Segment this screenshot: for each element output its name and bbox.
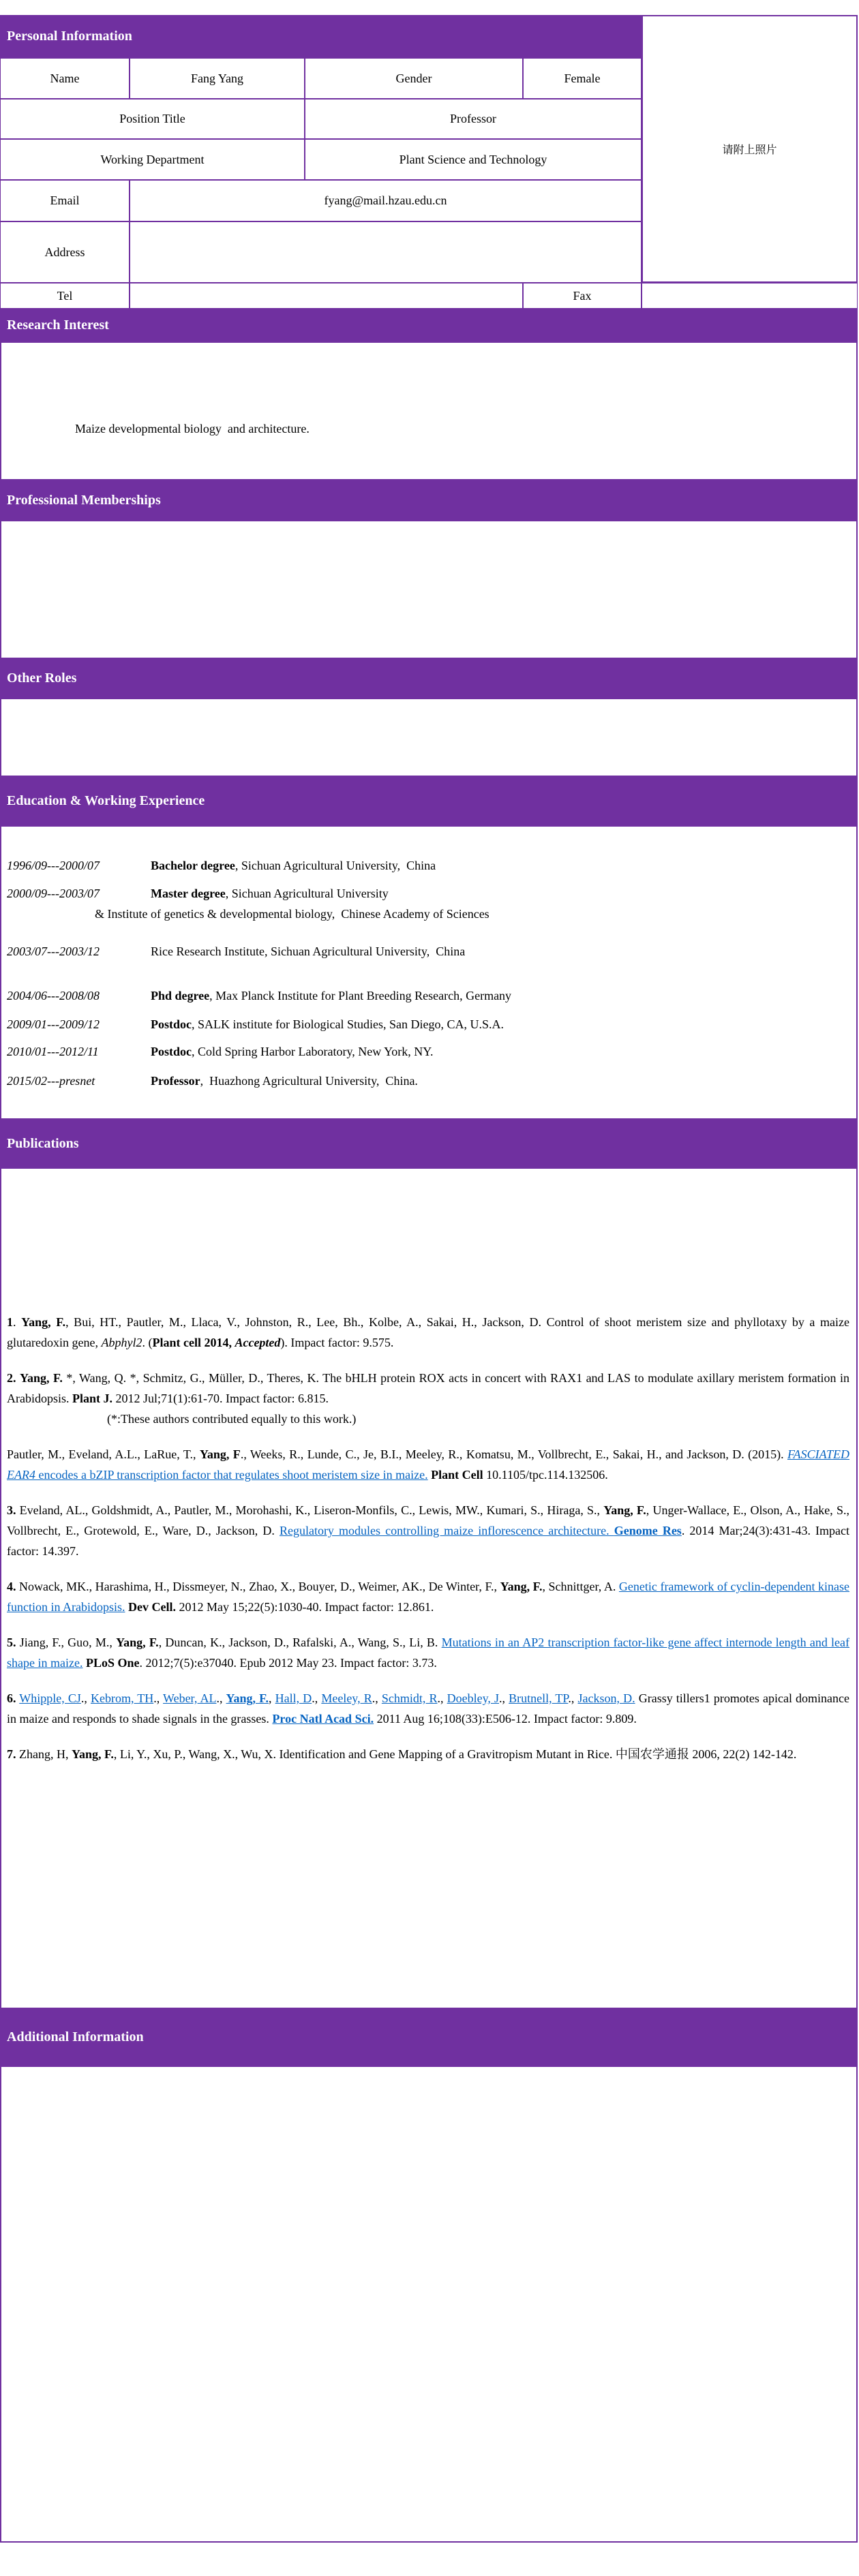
text-segment: Postdoc	[151, 1045, 192, 1058]
publication-link[interactable]: Meeley, R	[321, 1691, 372, 1705]
education-entry	[7, 883, 849, 924]
text-segment: 2012 Jul;71(1):61-70. Impact factor: 6.815.	[112, 1392, 329, 1405]
position-title-value: Professor	[305, 99, 642, 139]
text-segment: . 2012;7(5):e37040. Epub 2012 May 23. Impact factor: 3.73.	[139, 1656, 437, 1670]
text-segment: , Max Planck Institute for Plant Breeding Research, Germany	[209, 989, 512, 1002]
publication-link[interactable]: Genetic framework of cyclin-dependent kinase function in Arabidopsis.	[7, 1580, 849, 1614]
text-segment: 2.	[7, 1371, 16, 1385]
publication-item	[7, 1368, 849, 1429]
text-segment: 6.	[7, 1691, 16, 1705]
text-segment: 5.	[7, 1636, 16, 1649]
text-segment: 7.	[7, 1747, 16, 1761]
text-segment: Yang, F.	[500, 1580, 543, 1593]
education-entry	[7, 1071, 849, 1091]
text-segment: Abphyl2	[101, 1336, 142, 1349]
education-entry	[7, 985, 849, 1006]
text-segment: , SALK institute for Biological Studies, San Diego, CA, U.S.A.	[192, 1017, 504, 1031]
publication-link[interactable]: Brutnell, TP	[509, 1691, 569, 1705]
education-period: 2015/02---presnet	[7, 1074, 95, 1088]
tel-value	[130, 283, 523, 309]
text-segment: Rice Research Institute, Sichuan Agricultural University, China	[151, 945, 466, 958]
top-margin	[0, 0, 859, 15]
section-header-additional-information: Additional Information	[0, 2009, 858, 2066]
text-segment: .,	[312, 1691, 322, 1705]
personal-info-table	[0, 58, 642, 283]
publication-text	[7, 1500, 849, 1561]
professional-memberships-box	[0, 520, 858, 659]
publication-text	[7, 1688, 849, 1729]
text-segment: 10.1105/tpc.114.132506.	[483, 1468, 608, 1482]
bottom-margin	[0, 2543, 859, 2573]
publication-link[interactable]: FASCIATED EAR4	[7, 1447, 850, 1482]
education-description	[151, 1014, 504, 1034]
publication-link[interactable]: encodes a bZIP transcription factor that regulates shoot meristem size in maize.	[35, 1468, 428, 1482]
text-segment: Pautler, M., Eveland, A.L., LaRue, T.,	[7, 1447, 200, 1461]
education-entry	[7, 855, 849, 876]
education-description	[151, 941, 465, 962]
text-segment: , Cold Spring Harbor Laboratory, New York, NY.	[192, 1045, 434, 1058]
text-segment: .,	[80, 1691, 91, 1705]
section-header-other-roles: Other Roles	[0, 659, 858, 698]
text-segment: .,	[568, 1691, 578, 1705]
text-segment: Plant Cell	[431, 1468, 483, 1482]
table-row-position	[0, 99, 642, 139]
text-segment: Dev Cell.	[128, 1600, 176, 1614]
name-value: Fang Yang	[130, 58, 305, 99]
text-segment: Jiang, F., Guo, M.,	[16, 1636, 117, 1649]
publication-text	[7, 1576, 849, 1617]
personal-information-section	[0, 15, 859, 309]
education-description	[151, 1071, 418, 1091]
text-segment: 3.	[7, 1503, 16, 1517]
fax-label: Fax	[523, 283, 642, 309]
education-entry	[7, 1041, 849, 1062]
text-segment: Postdoc	[151, 1017, 192, 1031]
text-segment: Professor	[151, 1074, 200, 1088]
education-description	[151, 883, 389, 904]
research-interest-box	[0, 341, 858, 480]
publication-text	[7, 1312, 849, 1353]
text-segment: Grassy tillers1 promotes apical dominance in maize and responds to shade signals in the grasses.	[7, 1691, 850, 1726]
section-header-professional-memberships: Professional Memberships	[0, 480, 858, 520]
section-header-publications: Publications	[0, 1120, 858, 1167]
education-description-continued: & Institute of genetics & developmental biology, Chinese Academy of Sciences	[95, 907, 489, 921]
section-header-personal-information: Personal Information	[0, 15, 642, 58]
publication-note: (*:These authors contributed equally to this work.)	[107, 1412, 357, 1426]
education-period: 2004/06---2008/08	[7, 989, 100, 1002]
publication-text	[7, 1368, 849, 1409]
text-segment: Plant cell 2014,	[152, 1336, 232, 1349]
gender-value: Female	[523, 58, 642, 99]
education-period: 2009/01---2009/12	[7, 1017, 100, 1031]
education-period: 2010/01---2012/11	[7, 1045, 99, 1058]
text-segment: Zhang, H,	[16, 1747, 72, 1761]
text-segment: 2012 May 15;22(5):1030-40. Impact factor: 12.861.	[175, 1600, 434, 1614]
education-description	[151, 855, 436, 876]
publication-link[interactable]: Doebley, J	[447, 1691, 500, 1705]
text-segment: .,	[153, 1691, 164, 1705]
address-value	[130, 221, 642, 283]
publication-link[interactable]: Yang, F.	[226, 1691, 269, 1705]
publications-list	[7, 1312, 849, 1764]
publication-link[interactable]: Genome Res	[614, 1524, 682, 1537]
education-period: 2003/07---2003/12	[7, 945, 100, 958]
text-segment: ). Impact factor: 9.575.	[280, 1336, 394, 1349]
research-interest-text: Maize developmental biology and architecture.	[75, 422, 310, 435]
text-segment: Yang, F	[199, 1447, 241, 1461]
text-segment: 2011 Aug 16;108(33):E506-12. Impact factor: 9.809.	[374, 1712, 637, 1726]
text-segment: ,	[269, 1691, 275, 1705]
address-label: Address	[0, 221, 130, 283]
other-roles-box	[0, 698, 858, 777]
text-segment: Plant J.	[72, 1392, 113, 1405]
publication-link[interactable]: Mutations in an AP2 transcription factor-like gene affect internode length and leaf shape in maize.	[7, 1636, 850, 1670]
text-segment: Yang, F.	[20, 1371, 63, 1385]
publication-link[interactable]: Whipple, CJ	[19, 1691, 81, 1705]
section-header-research-interest: Research Interest	[0, 309, 858, 341]
name-label: Name	[0, 58, 130, 99]
table-row-email	[0, 180, 642, 221]
text-segment: , Bui, HT., Pautler, M., Llaca, V., Johnston, R., Lee, Bh., Kolbe, A., Sakai, H., Jackson, D. Control of shoot meristem size and phyllotaxy by a maize glutaredoxin gene,	[7, 1315, 849, 1349]
publication-item	[7, 1632, 849, 1673]
text-segment: .,	[372, 1691, 382, 1705]
text-segment: . 2014 Mar;24(3):431-43. Impact factor: 14.397.	[7, 1524, 849, 1558]
text-segment: Yang, F.	[21, 1315, 66, 1329]
text-segment: 4.	[7, 1580, 16, 1593]
table-row-address	[0, 221, 642, 283]
table-row-department	[0, 139, 642, 180]
text-segment: Eveland, AL., Goldshmidt, A., Pautler, M., Morohashi, K., Liseron-Monfils, C., Lewis, MW., Kumari, S., Hiraga, S.,	[16, 1503, 604, 1517]
text-segment: Nowack, MK., Harashima, H., Dissmeyer, N., Zhao, X., Bouyer, D., Weimer, AK., De Winter, F.,	[16, 1580, 500, 1593]
text-segment: Bachelor degree	[151, 859, 235, 872]
photo-placeholder-box[interactable]	[642, 15, 858, 283]
additional-information-box	[0, 2066, 858, 2543]
publication-item	[7, 1312, 849, 1353]
publication-link[interactable]: Schmidt, R	[381, 1691, 438, 1705]
publication-link[interactable]: Regulatory modules controlling maize inflorescence architecture.	[279, 1524, 614, 1537]
education-entry	[7, 941, 849, 962]
publication-item	[7, 1744, 849, 1764]
text-segment: , Huazhong Agricultural University, China.	[200, 1074, 418, 1088]
publication-link[interactable]: Hall, D	[275, 1691, 312, 1705]
text-segment: .,	[216, 1691, 226, 1705]
publication-item	[7, 1688, 849, 1729]
publication-item	[7, 1444, 849, 1485]
text-segment: , Duncan, K., Jackson, D., Rafalski, A., Wang, S., Li, B.	[158, 1636, 442, 1649]
education-description	[151, 1041, 433, 1062]
text-segment: .,	[437, 1691, 447, 1705]
gender-label: Gender	[305, 58, 523, 99]
working-department-value: Plant Science and Technology	[305, 139, 642, 180]
photo-placeholder-text: 请附上照片	[722, 144, 777, 156]
text-segment: Yang, F.	[116, 1636, 159, 1649]
section-header-education: Education & Working Experience	[0, 777, 858, 825]
education-entry	[7, 1014, 849, 1034]
publication-text	[7, 1744, 849, 1764]
text-segment: .	[13, 1315, 22, 1329]
text-segment: PLoS One	[85, 1656, 140, 1670]
table-row-name-gender	[0, 58, 642, 99]
text-segment: 1	[7, 1315, 13, 1329]
publications-box	[0, 1167, 858, 2009]
text-segment: ., Weeks, R., Lunde, C., Je, B.I., Meeley, R., Komatsu, M., Vollbrecht, E., Sakai, H., and Jackson, D. (2015).	[240, 1447, 787, 1461]
text-segment: Accepted	[235, 1336, 281, 1349]
publication-link[interactable]: Weber, AL	[163, 1691, 217, 1705]
text-segment: , Li, Y., Xu, P., Wang, X., Wu, X. Identification and Gene Mapping of a Gravitropism Mutant in Rice. 中国农学通报 2006, 22(2) 142-142.	[113, 1747, 797, 1761]
text-segment: Phd degree	[151, 989, 210, 1002]
text-segment: . (	[142, 1336, 153, 1349]
publication-link[interactable]: Jackson, D.	[577, 1691, 635, 1705]
publication-text	[7, 1444, 849, 1485]
position-title-label: Position Title	[0, 99, 305, 139]
education-list	[7, 855, 849, 1091]
text-segment: Yang, F.	[603, 1503, 646, 1517]
publication-link[interactable]: Kebrom, TH	[90, 1691, 154, 1705]
education-description	[151, 985, 511, 1006]
publication-text	[7, 1632, 849, 1673]
publication-item	[7, 1500, 849, 1561]
working-department-label: Working Department	[0, 139, 305, 180]
text-segment: , Unger-Wallace, E., Olson, A., Hake, S., Vollbrecht, E., Grotewold, E., Ware, D., Jackson, D.	[7, 1503, 849, 1537]
education-period: 1996/09---2000/07	[7, 859, 100, 872]
table-row-tel-fax	[0, 283, 858, 309]
email-value: fyang@mail.hzau.edu.cn	[130, 180, 642, 221]
tel-label: Tel	[0, 283, 130, 309]
text-segment: .,	[499, 1691, 509, 1705]
text-segment: , Schnittger, A.	[542, 1580, 619, 1593]
email-label: Email	[0, 180, 130, 221]
publication-link[interactable]: Proc Natl Acad Sci.	[272, 1712, 374, 1726]
text-segment: *, Wang, Q. *, Schmitz, G., Müller, D., Theres, K. The bHLH protein ROX acts in concert with RAX1 and LAS to modulate axillary meristem formation in Arabidopsis.	[7, 1371, 849, 1405]
text-segment: Master degree	[151, 887, 226, 900]
text-segment: Yang, F.	[71, 1747, 114, 1761]
education-period: 2000/09---2003/07	[7, 887, 100, 900]
education-box	[0, 825, 858, 1120]
publication-item	[7, 1576, 849, 1617]
text-segment: , Sichuan Agricultural University, China	[235, 859, 436, 872]
fax-value	[642, 283, 858, 309]
text-segment: , Sichuan Agricultural University	[225, 887, 389, 900]
